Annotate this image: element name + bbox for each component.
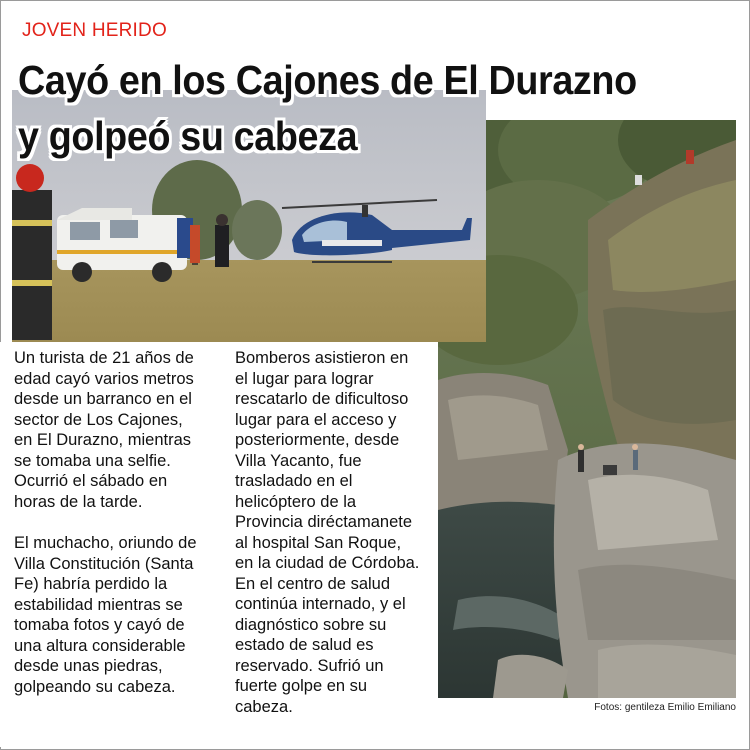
paragraph: Un turista de 21 años de edad cayó varios metros desde un barranco en el sector de Los Cajones, en El Durazno, mientras se tomaba una selfie. Ocurrió el sábado en horas de la tarde.	[14, 349, 194, 511]
body-column-2	[235, 348, 440, 717]
headline-line-2: y golpeó su cabeza	[18, 113, 358, 159]
kicker-label: JOVEN HERIDO	[22, 20, 167, 41]
paragraph: El muchacho, oriundo de Villa Constitución (Santa Fe) habría perdido la estabilidad mientras se tomaba fotos y cayó de una altura considerable desde unas piedras, golpeando su cabeza.	[14, 534, 197, 696]
body-column-1	[14, 348, 219, 697]
photo-credit: Fotos: gentileza Emilio Emiliano	[594, 702, 736, 713]
headline-line-1: Cayó en los Cajones de El Durazno	[18, 57, 637, 103]
headline	[18, 52, 637, 164]
paragraph: Bomberos asistieron en el lugar para lograr rescatarlo de dificultoso lugar para el acceso y posteriormente, desde Villa Yacanto, fue trasladado en el helicóptero de la Provincia diréctamanete al hospital San Roque, en la ciudad de Córdoba. En el centro de salud continúa internado, y el diagnóstico sobre su estado de salud es reservado. Sufrió un fuerte golpe en su cabeza.	[235, 349, 420, 716]
